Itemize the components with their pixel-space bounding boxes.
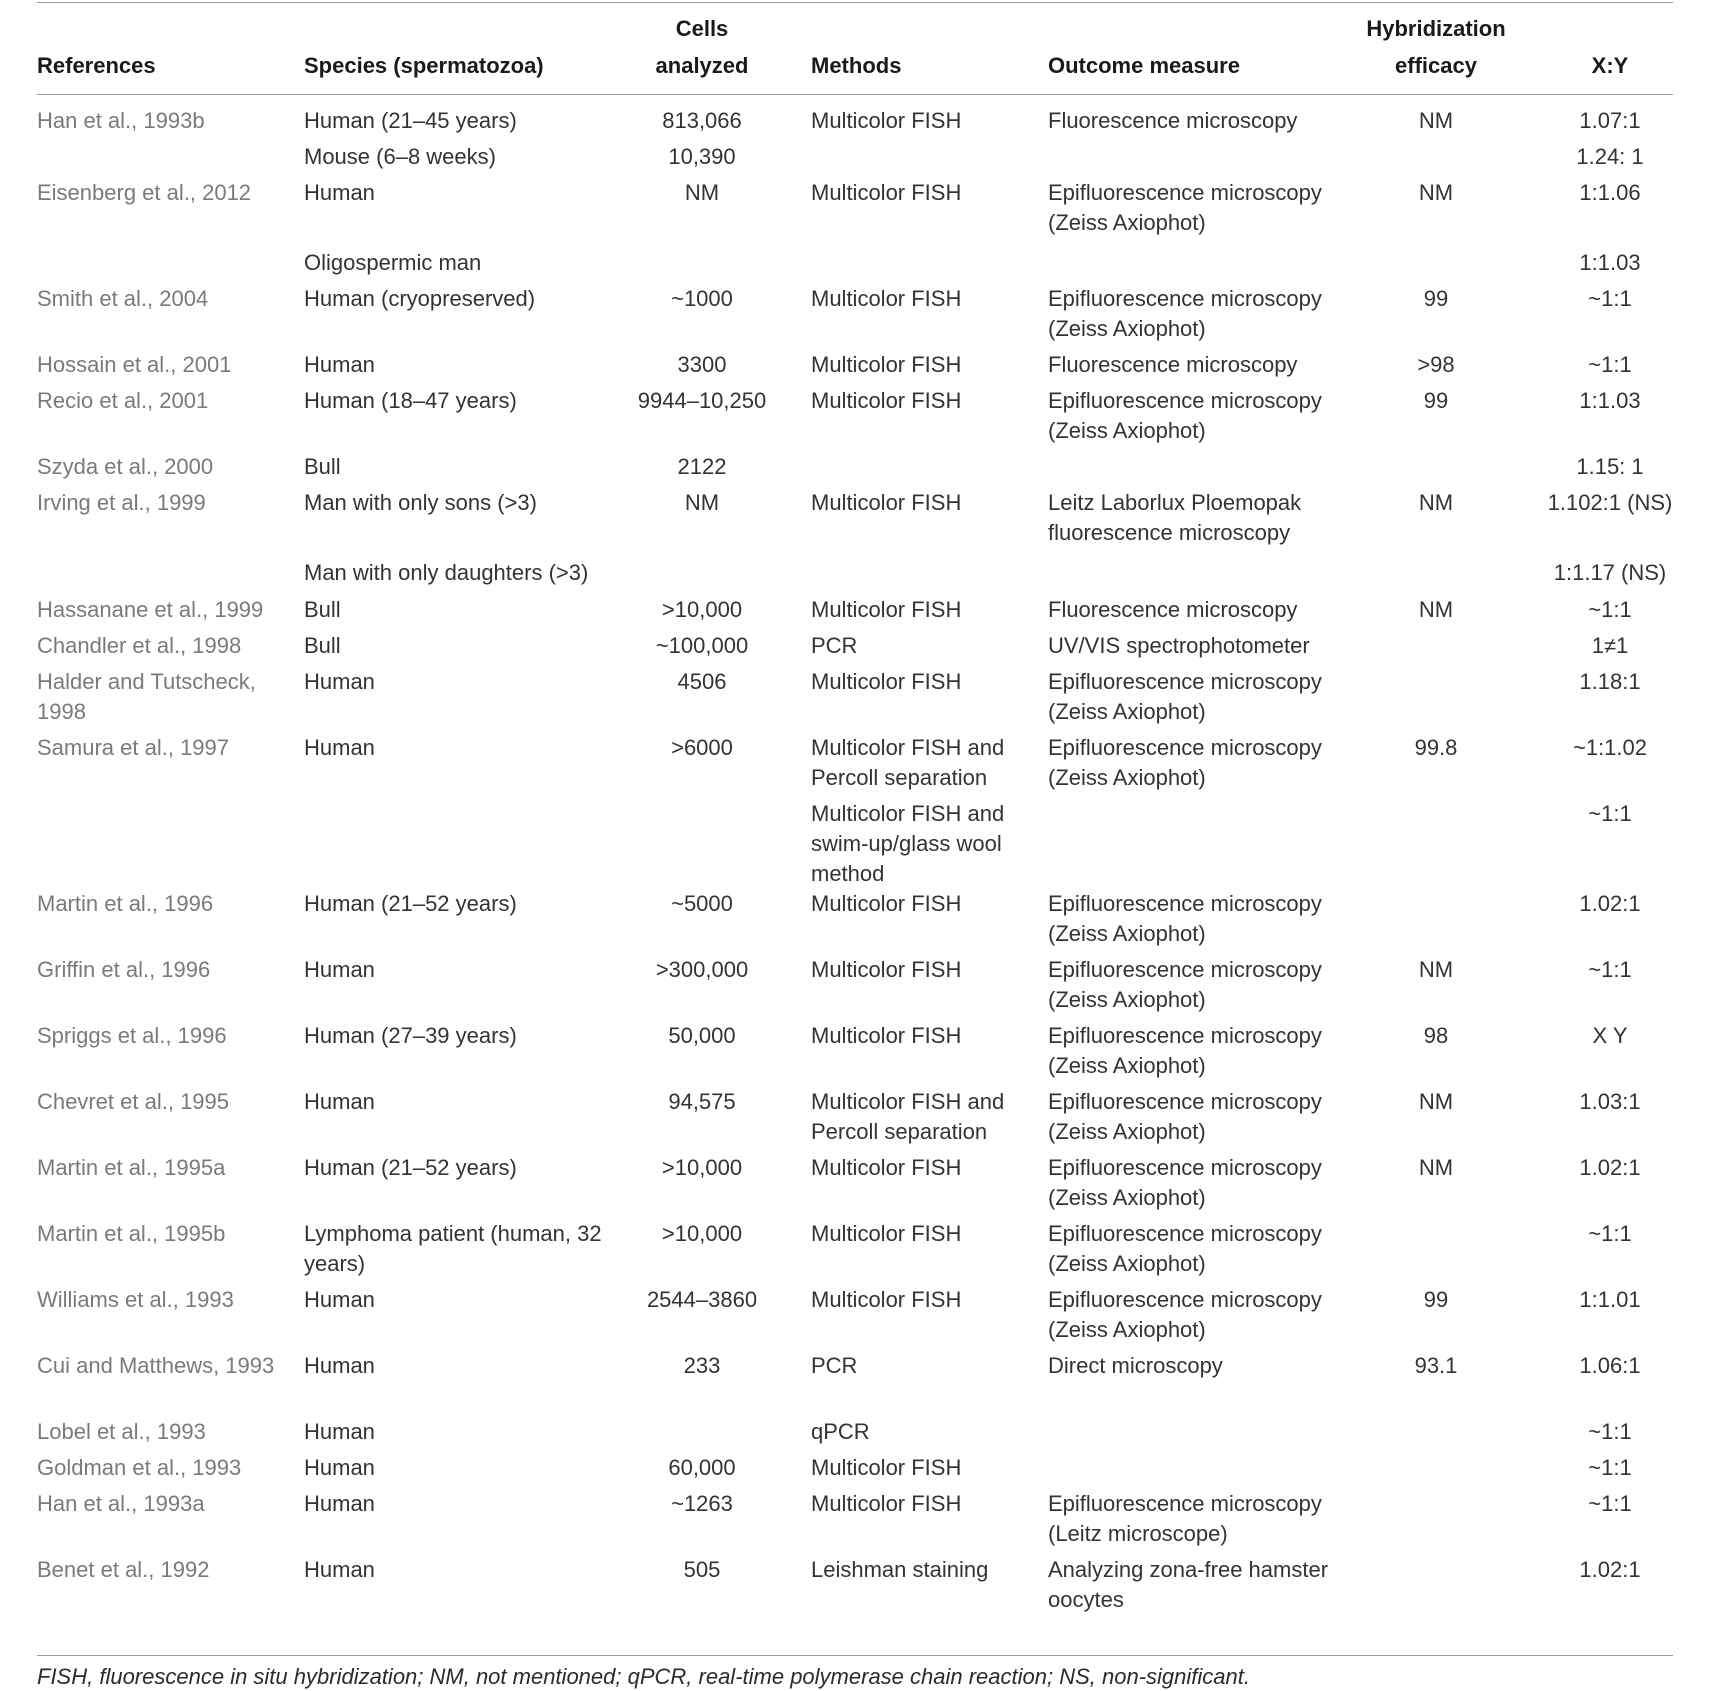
outcome-cell: Epifluorescence microscopy (Zeiss Axiophot) <box>1048 735 1322 790</box>
method-cell: Multicolor FISH <box>811 352 962 377</box>
outcome-cell: Fluorescence microscopy <box>1048 108 1298 133</box>
species-cell: Human <box>304 1557 375 1582</box>
species-cell: Human <box>304 1419 375 1444</box>
xy-ratio-cell: ~1:1 <box>1588 1491 1632 1516</box>
cells-analyzed-cell: 2122 <box>677 454 727 479</box>
hybridization-cell: NM <box>1418 597 1454 622</box>
species-cell: Human (21–52 years) <box>304 1155 517 1180</box>
reference-cell: Martin et al., 1996 <box>37 891 214 916</box>
outcome-cell: Epifluorescence microscopy (Zeiss Axiophot) <box>1048 1287 1322 1342</box>
cells-analyzed-cell: 4506 <box>677 669 727 694</box>
header-hyb-line1: Hybridization <box>1366 16 1506 41</box>
xy-ratio-cell: 1.15: 1 <box>1576 454 1644 479</box>
method-cell: Multicolor FISH <box>811 1221 962 1246</box>
species-cell: Human <box>304 669 375 694</box>
species-cell: Human <box>304 1491 375 1516</box>
species-cell: Human (27–39 years) <box>304 1023 517 1048</box>
reference-cell: Smith et al., 2004 <box>37 286 209 311</box>
outcome-cell: Epifluorescence microscopy (Zeiss Axiophot) <box>1048 1089 1322 1144</box>
method-cell: qPCR <box>811 1419 870 1444</box>
xy-ratio-cell: 1:1.17 (NS) <box>1553 560 1667 585</box>
hybridization-cell: 99 <box>1423 286 1449 311</box>
header-references <box>37 14 156 84</box>
outcome-cell: Epifluorescence microscopy (Zeiss Axiophot) <box>1048 180 1322 235</box>
reference-cell: Williams et al., 1993 <box>37 1287 234 1312</box>
xy-ratio-cell: ~1:1.02 <box>1572 735 1647 760</box>
xy-ratio-cell: 1:1.01 <box>1579 1287 1641 1312</box>
cells-analyzed-cell: 233 <box>683 1353 721 1378</box>
cells-analyzed-cell: ~1000 <box>671 286 733 311</box>
header-species-label: Species (spermatozoa) <box>304 53 544 78</box>
header-methods-label: Methods <box>811 53 902 78</box>
species-cell: Man with only sons (>3) <box>304 490 537 515</box>
species-cell: Bull <box>304 597 341 622</box>
species-cell: Human (21–52 years) <box>304 891 517 916</box>
reference-cell: Griffin et al., 1996 <box>37 957 211 982</box>
hybridization-cell: NM <box>1418 957 1454 982</box>
header-rule <box>37 94 1673 95</box>
species-cell: Human <box>304 735 375 760</box>
header-xy-label: X:Y <box>1591 53 1629 78</box>
cells-analyzed-cell: 505 <box>683 1557 721 1582</box>
species-cell: Mouse (6–8 weeks) <box>304 144 496 169</box>
cells-analyzed-cell: 60,000 <box>668 1455 736 1480</box>
species-cell: Bull <box>304 633 341 658</box>
reference-cell: Han et al., 1993a <box>37 1491 205 1516</box>
xy-ratio-cell: X Y <box>1592 1023 1628 1048</box>
outcome-cell: Epifluorescence microscopy (Zeiss Axiophot) <box>1048 286 1322 341</box>
hybridization-cell: NM <box>1418 108 1454 133</box>
cells-analyzed-cell: 10,390 <box>668 144 736 169</box>
hybridization-cell: 93.1 <box>1414 1353 1458 1378</box>
method-cell: Multicolor FISH <box>811 1155 962 1180</box>
method-cell: PCR <box>811 1353 858 1378</box>
method-cell: Multicolor FISH <box>811 957 962 982</box>
species-cell: Human (21–45 years) <box>304 108 517 133</box>
reference-cell: Eisenberg et al., 2012 <box>37 180 252 205</box>
outcome-cell: Epifluorescence microscopy (Zeiss Axiophot) <box>1048 957 1322 1012</box>
header-species <box>304 14 544 84</box>
outcome-cell: Epifluorescence microscopy (Zeiss Axiophot) <box>1048 891 1322 946</box>
xy-ratio-cell: ~1:1 <box>1588 352 1632 377</box>
outcome-cell: UV/VIS spectrophotometer <box>1048 633 1310 658</box>
cells-analyzed-cell: NM <box>684 180 720 205</box>
xy-ratio-cell: 1.02:1 <box>1579 1155 1641 1180</box>
species-cell: Lymphoma patient (human, 32 years) <box>304 1221 602 1276</box>
hybridization-cell: 99.8 <box>1414 735 1458 760</box>
xy-ratio-cell: 1.07:1 <box>1579 108 1641 133</box>
method-cell: Multicolor FISH <box>811 490 962 515</box>
species-cell: Human <box>304 1089 375 1114</box>
xy-ratio-cell: 1:1.06 <box>1579 180 1641 205</box>
xy-ratio-cell: ~1:1 <box>1588 1455 1632 1480</box>
xy-ratio-cell: 1.02:1 <box>1579 1557 1641 1582</box>
method-cell: Multicolor FISH <box>811 388 962 413</box>
method-cell: Multicolor FISH <box>811 669 962 694</box>
header-cells-analyzed <box>622 14 782 84</box>
reference-cell: Goldman et al., 1993 <box>37 1455 242 1480</box>
cells-analyzed-cell: >10,000 <box>661 1221 743 1246</box>
method-cell: PCR <box>811 633 858 658</box>
header-hyb-line2: efficacy <box>1395 53 1477 78</box>
cells-analyzed-cell: >10,000 <box>661 597 743 622</box>
reference-cell: Cui and Matthews, 1993 <box>37 1353 275 1378</box>
hybridization-cell: NM <box>1418 1089 1454 1114</box>
reference-cell: Chandler et al., 1998 <box>37 633 242 658</box>
xy-ratio-cell: 1.24: 1 <box>1576 144 1644 169</box>
cells-analyzed-cell: 9944–10,250 <box>637 388 767 413</box>
method-cell: Multicolor FISH <box>811 597 962 622</box>
species-cell: Human <box>304 957 375 982</box>
reference-cell: Martin et al., 1995a <box>37 1155 226 1180</box>
outcome-cell: Epifluorescence microscopy (Zeiss Axiophot) <box>1048 1155 1322 1210</box>
reference-cell: Recio et al., 2001 <box>37 388 209 413</box>
outcome-cell: Analyzing zona-free hamster oocytes <box>1048 1557 1329 1612</box>
outcome-cell: Direct microscopy <box>1048 1353 1223 1378</box>
outcome-cell: Fluorescence microscopy <box>1048 597 1298 622</box>
outcome-cell: Epifluorescence microscopy (Zeiss Axiophot) <box>1048 1221 1322 1276</box>
header-cells-line2: analyzed <box>655 53 749 78</box>
xy-ratio-cell: 1≠1 <box>1591 633 1629 658</box>
hybridization-cell: 99 <box>1423 388 1449 413</box>
method-cell: Multicolor FISH <box>811 1023 962 1048</box>
cells-analyzed-cell: 3300 <box>677 352 727 377</box>
method-cell: Leishman staining <box>811 1557 989 1582</box>
outcome-cell: Epifluorescence microscopy (Zeiss Axiophot) <box>1048 388 1322 443</box>
xy-ratio-cell: ~1:1 <box>1588 1221 1632 1246</box>
method-cell: Multicolor FISH <box>811 180 962 205</box>
xy-ratio-cell: 1.06:1 <box>1579 1353 1641 1378</box>
cells-analyzed-cell: 813,066 <box>662 108 742 133</box>
reference-cell: Chevret et al., 1995 <box>37 1089 230 1114</box>
header-cells-line1: Cells <box>675 16 729 41</box>
header-references-label: References <box>37 53 156 78</box>
header-outcome-label: Outcome measure <box>1048 53 1240 78</box>
cells-analyzed-cell: >6000 <box>671 735 733 760</box>
xy-ratio-cell: ~1:1 <box>1588 801 1632 826</box>
reference-cell: Samura et al., 1997 <box>37 735 230 760</box>
header-outcome <box>1048 14 1240 84</box>
xy-ratio-cell: 1.03:1 <box>1579 1089 1641 1114</box>
method-cell: Multicolor FISH <box>811 108 962 133</box>
species-cell: Man with only daughters (>3) <box>304 560 589 585</box>
method-cell: Multicolor FISH <box>811 1287 962 1312</box>
method-cell: Multicolor FISH and swim-up/glass wool method <box>811 801 1005 886</box>
reference-cell: Spriggs et al., 1996 <box>37 1023 227 1048</box>
reference-cell: Benet et al., 1992 <box>37 1557 210 1582</box>
species-cell: Human <box>304 352 375 377</box>
cells-analyzed-cell: 94,575 <box>668 1089 736 1114</box>
header-methods <box>811 14 901 84</box>
method-cell: Multicolor FISH <box>811 1455 962 1480</box>
hybridization-cell: NM <box>1418 180 1454 205</box>
xy-ratio-cell: ~1:1 <box>1588 597 1632 622</box>
cells-analyzed-cell: >10,000 <box>661 1155 743 1180</box>
reference-cell: Han et al., 1993b <box>37 108 205 133</box>
outcome-cell: Leitz Laborlux Ploemopak fluorescence microscopy <box>1048 490 1302 545</box>
method-cell: Multicolor FISH <box>811 891 962 916</box>
reference-cell: Hassanane et al., 1999 <box>37 597 264 622</box>
xy-ratio-cell: 1.18:1 <box>1579 669 1641 694</box>
method-cell: Multicolor FISH and Percoll separation <box>811 735 1005 790</box>
outcome-cell: Epifluorescence microscopy (Leitz microscope) <box>1048 1491 1322 1546</box>
hybridization-cell: 98 <box>1423 1023 1449 1048</box>
xy-ratio-cell: ~1:1 <box>1588 1419 1632 1444</box>
cells-analyzed-cell: NM <box>684 490 720 515</box>
table-bottom-rule <box>37 1655 1673 1656</box>
reference-cell: Lobel et al., 1993 <box>37 1419 206 1444</box>
reference-cell: Martin et al., 1995b <box>37 1221 226 1246</box>
method-cell: Multicolor FISH <box>811 1491 962 1516</box>
species-cell: Oligospermic man <box>304 250 482 275</box>
outcome-cell: Fluorescence microscopy <box>1048 352 1298 377</box>
method-cell: Multicolor FISH and Percoll separation <box>811 1089 1005 1144</box>
hybridization-cell: >98 <box>1417 352 1455 377</box>
cells-analyzed-cell: 2544–3860 <box>646 1287 758 1312</box>
species-cell: Bull <box>304 454 341 479</box>
xy-ratio-cell: ~1:1 <box>1588 286 1632 311</box>
cells-analyzed-cell: ~100,000 <box>655 633 749 658</box>
species-cell: Human <box>304 180 375 205</box>
species-cell: Human <box>304 1353 375 1378</box>
table-footnote: FISH, fluorescence in situ hybridization; NM, not mentioned; qPCR, real-time polymerase chain reaction; NS, non-significant. <box>37 1664 1250 1689</box>
species-cell: Human <box>304 1455 375 1480</box>
header-hybridization-efficacy <box>1354 14 1518 84</box>
xy-ratio-cell: ~1:1 <box>1588 957 1632 982</box>
xy-ratio-cell: 1.02:1 <box>1579 891 1641 916</box>
xy-ratio-cell: 1.102:1 (NS) <box>1547 490 1673 515</box>
outcome-cell: Epifluorescence microscopy (Zeiss Axiophot) <box>1048 669 1322 724</box>
cells-analyzed-cell: >300,000 <box>655 957 749 982</box>
hybridization-cell: NM <box>1418 490 1454 515</box>
species-cell: Human (18–47 years) <box>304 388 517 413</box>
cells-analyzed-cell: ~1263 <box>671 1491 733 1516</box>
hybridization-cell: 99 <box>1423 1287 1449 1312</box>
reference-cell: Halder and Tutscheck, 1998 <box>37 669 256 724</box>
outcome-cell: Epifluorescence microscopy (Zeiss Axiophot) <box>1048 1023 1322 1078</box>
table-top-rule <box>37 2 1673 3</box>
species-cell: Human <box>304 1287 375 1312</box>
cells-analyzed-cell: 50,000 <box>668 1023 736 1048</box>
xy-ratio-cell: 1:1.03 <box>1579 250 1641 275</box>
cells-analyzed-cell: ~5000 <box>671 891 733 916</box>
header-xy <box>1540 14 1680 84</box>
method-cell: Multicolor FISH <box>811 286 962 311</box>
xy-ratio-cell: 1:1.03 <box>1579 388 1641 413</box>
species-cell: Human (cryopreserved) <box>304 286 536 311</box>
reference-cell: Szyda et al., 2000 <box>37 454 214 479</box>
reference-cell: Irving et al., 1999 <box>37 490 206 515</box>
hybridization-cell: NM <box>1418 1155 1454 1180</box>
reference-cell: Hossain et al., 2001 <box>37 352 232 377</box>
